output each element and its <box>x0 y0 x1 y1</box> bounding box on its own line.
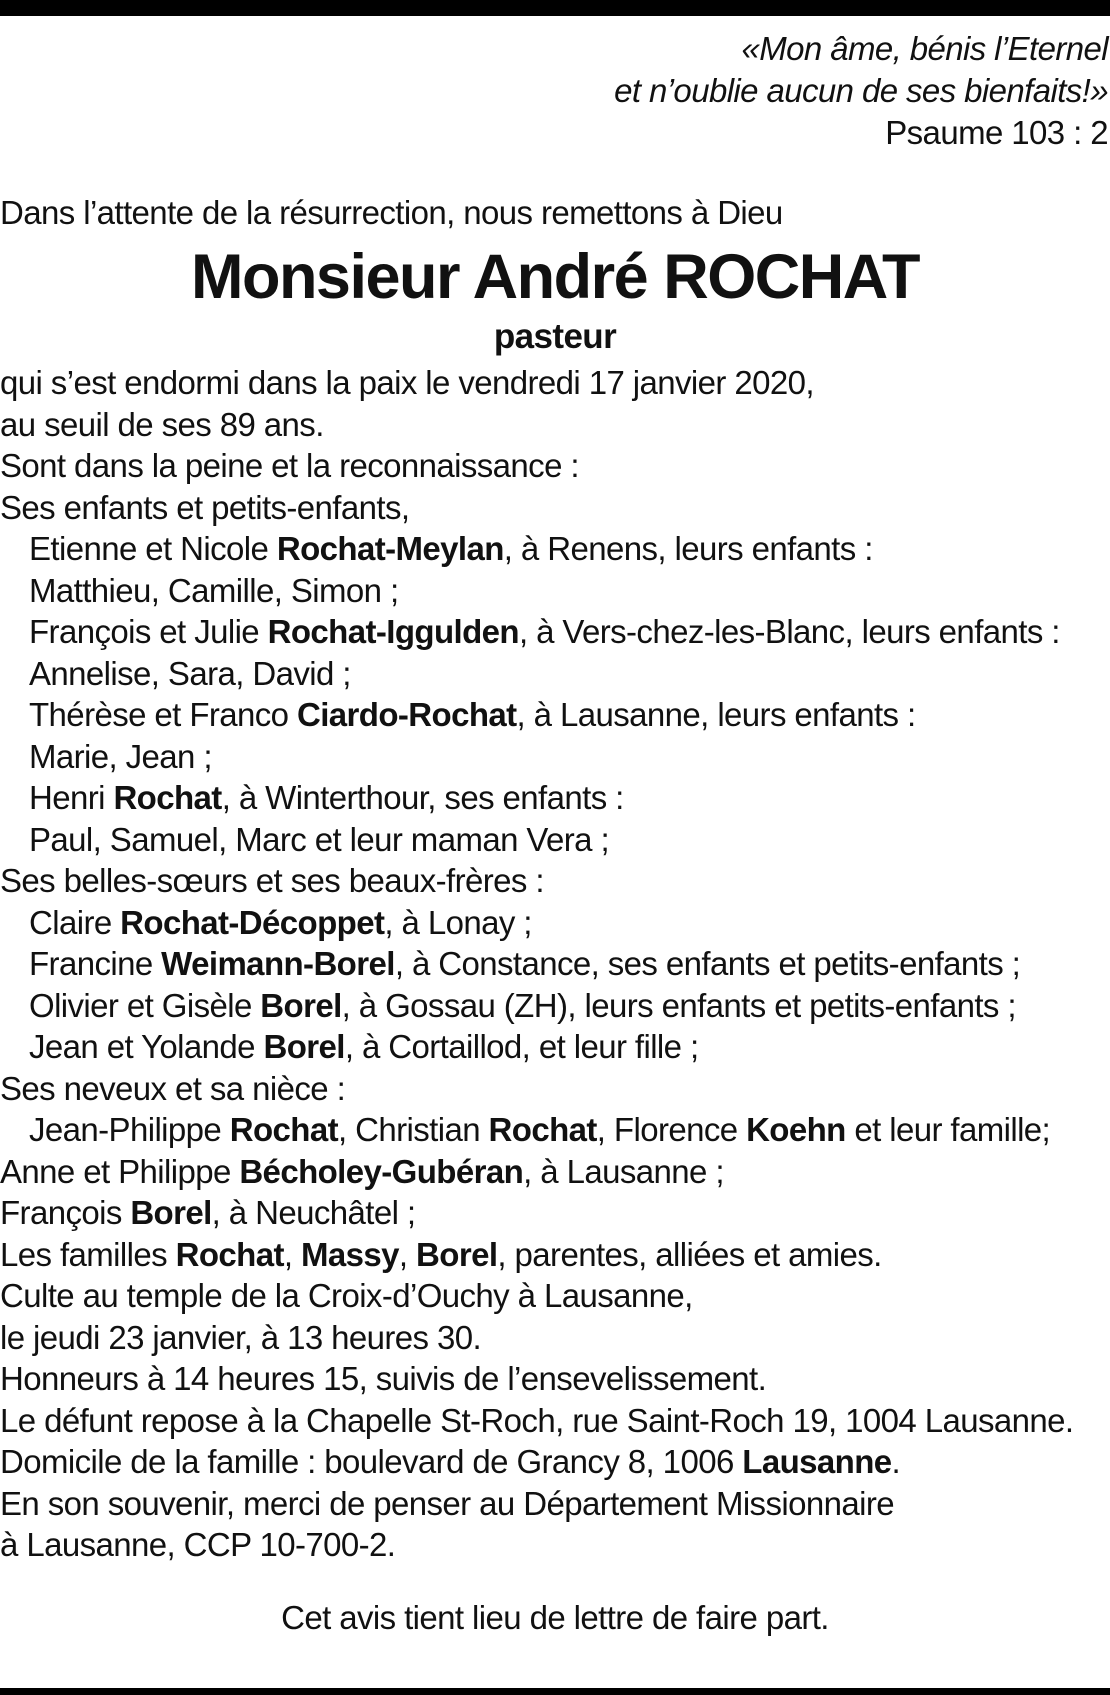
service-line: Honneurs à 14 heures 15, suivis de l’ensevelissement. <box>0 1360 767 1397</box>
family-line <box>0 611 1110 653</box>
family-text: , Christian <box>338 1111 489 1148</box>
body-line: Ses enfants et petits-enfants, <box>0 488 410 526</box>
family-line <box>0 777 1110 819</box>
address-city: Lausanne <box>742 1443 892 1480</box>
body-line: au seuil de ses 89 ans. <box>0 405 324 443</box>
family-surname: Rochat-Décoppet <box>120 903 385 941</box>
obituary-notice <box>0 28 1110 1639</box>
family-surname: Koehn <box>746 1111 846 1148</box>
psalm-reference: Psaume 103 : 2 <box>885 114 1108 151</box>
family-surname: Rochat <box>229 1111 338 1148</box>
family-text: , à Cortaillod, et leur fille ; <box>344 1028 699 1065</box>
body-line: Ses belles-sœurs et ses beaux-frères : <box>0 862 544 899</box>
family-line: Annelise, Sara, David ; <box>29 654 351 692</box>
family-surname: Weimann-Borel <box>161 945 395 982</box>
family-text: Etienne et Nicole <box>29 530 277 567</box>
address-text: Domicile de la famille : boulevard de Grancy 8, 1006 <box>0 1443 743 1480</box>
family-line <box>0 985 1110 1027</box>
family-surname: Bécholey-Gubéran <box>239 1152 524 1190</box>
family-text: , à Winterthour, ses enfants : <box>221 779 624 816</box>
family-text: , <box>398 1235 417 1273</box>
family-text: , à Neuchâtel ; <box>211 1194 416 1231</box>
service-line: Culte au temple de la Croix-d’Ouchy à Lausanne, <box>0 1277 693 1314</box>
body-line: Ses neveux et sa nièce : <box>0 1069 346 1107</box>
donation-line: En son souvenir, merci de penser au Département Missionnaire <box>0 1484 894 1522</box>
family-text: Jean et Yolande <box>29 1028 264 1065</box>
family-text: Thérèse et Franco <box>29 696 297 733</box>
family-text: Francine <box>29 945 162 982</box>
body-line: qui s’est endormi dans la paix le vendredi 17 janvier 2020, <box>0 364 814 401</box>
family-line <box>0 694 1110 736</box>
family-line <box>0 1109 1110 1151</box>
family-text: , à Lausanne, leurs enfants : <box>516 696 916 733</box>
family-text: et leur famille; <box>845 1111 1051 1148</box>
address-text: . <box>891 1443 901 1480</box>
address-line <box>0 1441 1110 1483</box>
family-line: Paul, Samuel, Marc et leur maman Vera ; <box>29 820 610 858</box>
family-line <box>0 943 1110 985</box>
family-text: , à Constance, ses enfants et petits-enfants ; <box>394 945 1021 982</box>
family-surname: Rochat <box>175 1235 284 1273</box>
family-line <box>0 902 1110 944</box>
family-text: , <box>283 1235 301 1273</box>
family-surname: Rochat-Meylan <box>276 530 504 567</box>
family-surname: Rochat-Iggulden <box>267 613 519 650</box>
family-text: , à Vers-chez-les-Blanc, leurs enfants : <box>518 613 1060 650</box>
family-text: François <box>0 1194 131 1231</box>
family-text: Henri <box>29 779 114 816</box>
family-text: , Florence <box>596 1111 747 1148</box>
top-rule <box>0 0 1110 16</box>
service-line: le jeudi 23 janvier, à 13 heures 30. <box>0 1318 482 1356</box>
family-line: Matthieu, Camille, Simon ; <box>29 571 399 609</box>
family-text: , parentes, alliées et amies. <box>497 1235 882 1273</box>
family-line <box>0 1234 1110 1276</box>
family-text: , à Gossau (ZH), leurs enfants et petits-enfants ; <box>341 986 1016 1024</box>
intro-text: Dans l’attente de la résurrection, nous remettons à Dieu <box>0 194 783 231</box>
family-surname: Borel <box>416 1235 498 1273</box>
family-text: Claire <box>29 903 121 941</box>
family-text: François et Julie <box>29 613 268 650</box>
family-text: Jean-Philippe <box>29 1111 230 1148</box>
family-text: , à Lonay ; <box>384 903 532 941</box>
family-surname: Rochat <box>488 1111 597 1148</box>
body-line: Sont dans la peine et la reconnaissance : <box>0 447 579 484</box>
family-surname: Borel <box>130 1194 212 1231</box>
family-text: Les familles <box>0 1235 176 1273</box>
family-line <box>0 1151 1110 1193</box>
family-surname: Borel <box>263 1028 345 1065</box>
family-text: , à Renens, leurs enfants : <box>503 530 873 567</box>
family-surname: Rochat <box>113 779 222 816</box>
family-line <box>0 1192 1110 1234</box>
family-surname: Massy <box>301 1235 399 1273</box>
deceased-title: pasteur <box>493 317 617 356</box>
closing-note: Cet avis tient lieu de lettre de faire part. <box>281 1598 829 1636</box>
family-text: Olivier et Gisèle <box>29 986 261 1024</box>
family-line: Marie, Jean ; <box>29 737 212 775</box>
family-text: Anne et Philippe <box>0 1152 240 1190</box>
deceased-name: Monsieur André ROCHAT <box>190 242 919 312</box>
family-line <box>0 528 1110 570</box>
psalm-quote-line-1: «Mon âme, bénis l’Eternel <box>741 30 1108 67</box>
psalm-quote-line-2: et n’oublie aucun de ses bienfaits!» <box>614 72 1108 109</box>
service-line: Le défunt repose à la Chapelle St-Roch, rue Saint-Roch 19, 1004 Lausanne. <box>0 1401 1074 1439</box>
family-surname: Borel <box>260 986 342 1024</box>
family-text: , à Lausanne ; <box>523 1152 724 1190</box>
bottom-rule <box>0 1688 1110 1695</box>
family-surname: Ciardo-Rochat <box>297 696 517 733</box>
family-line <box>0 1026 1110 1068</box>
donation-line: à Lausanne, CCP 10-700-2. <box>0 1526 396 1563</box>
